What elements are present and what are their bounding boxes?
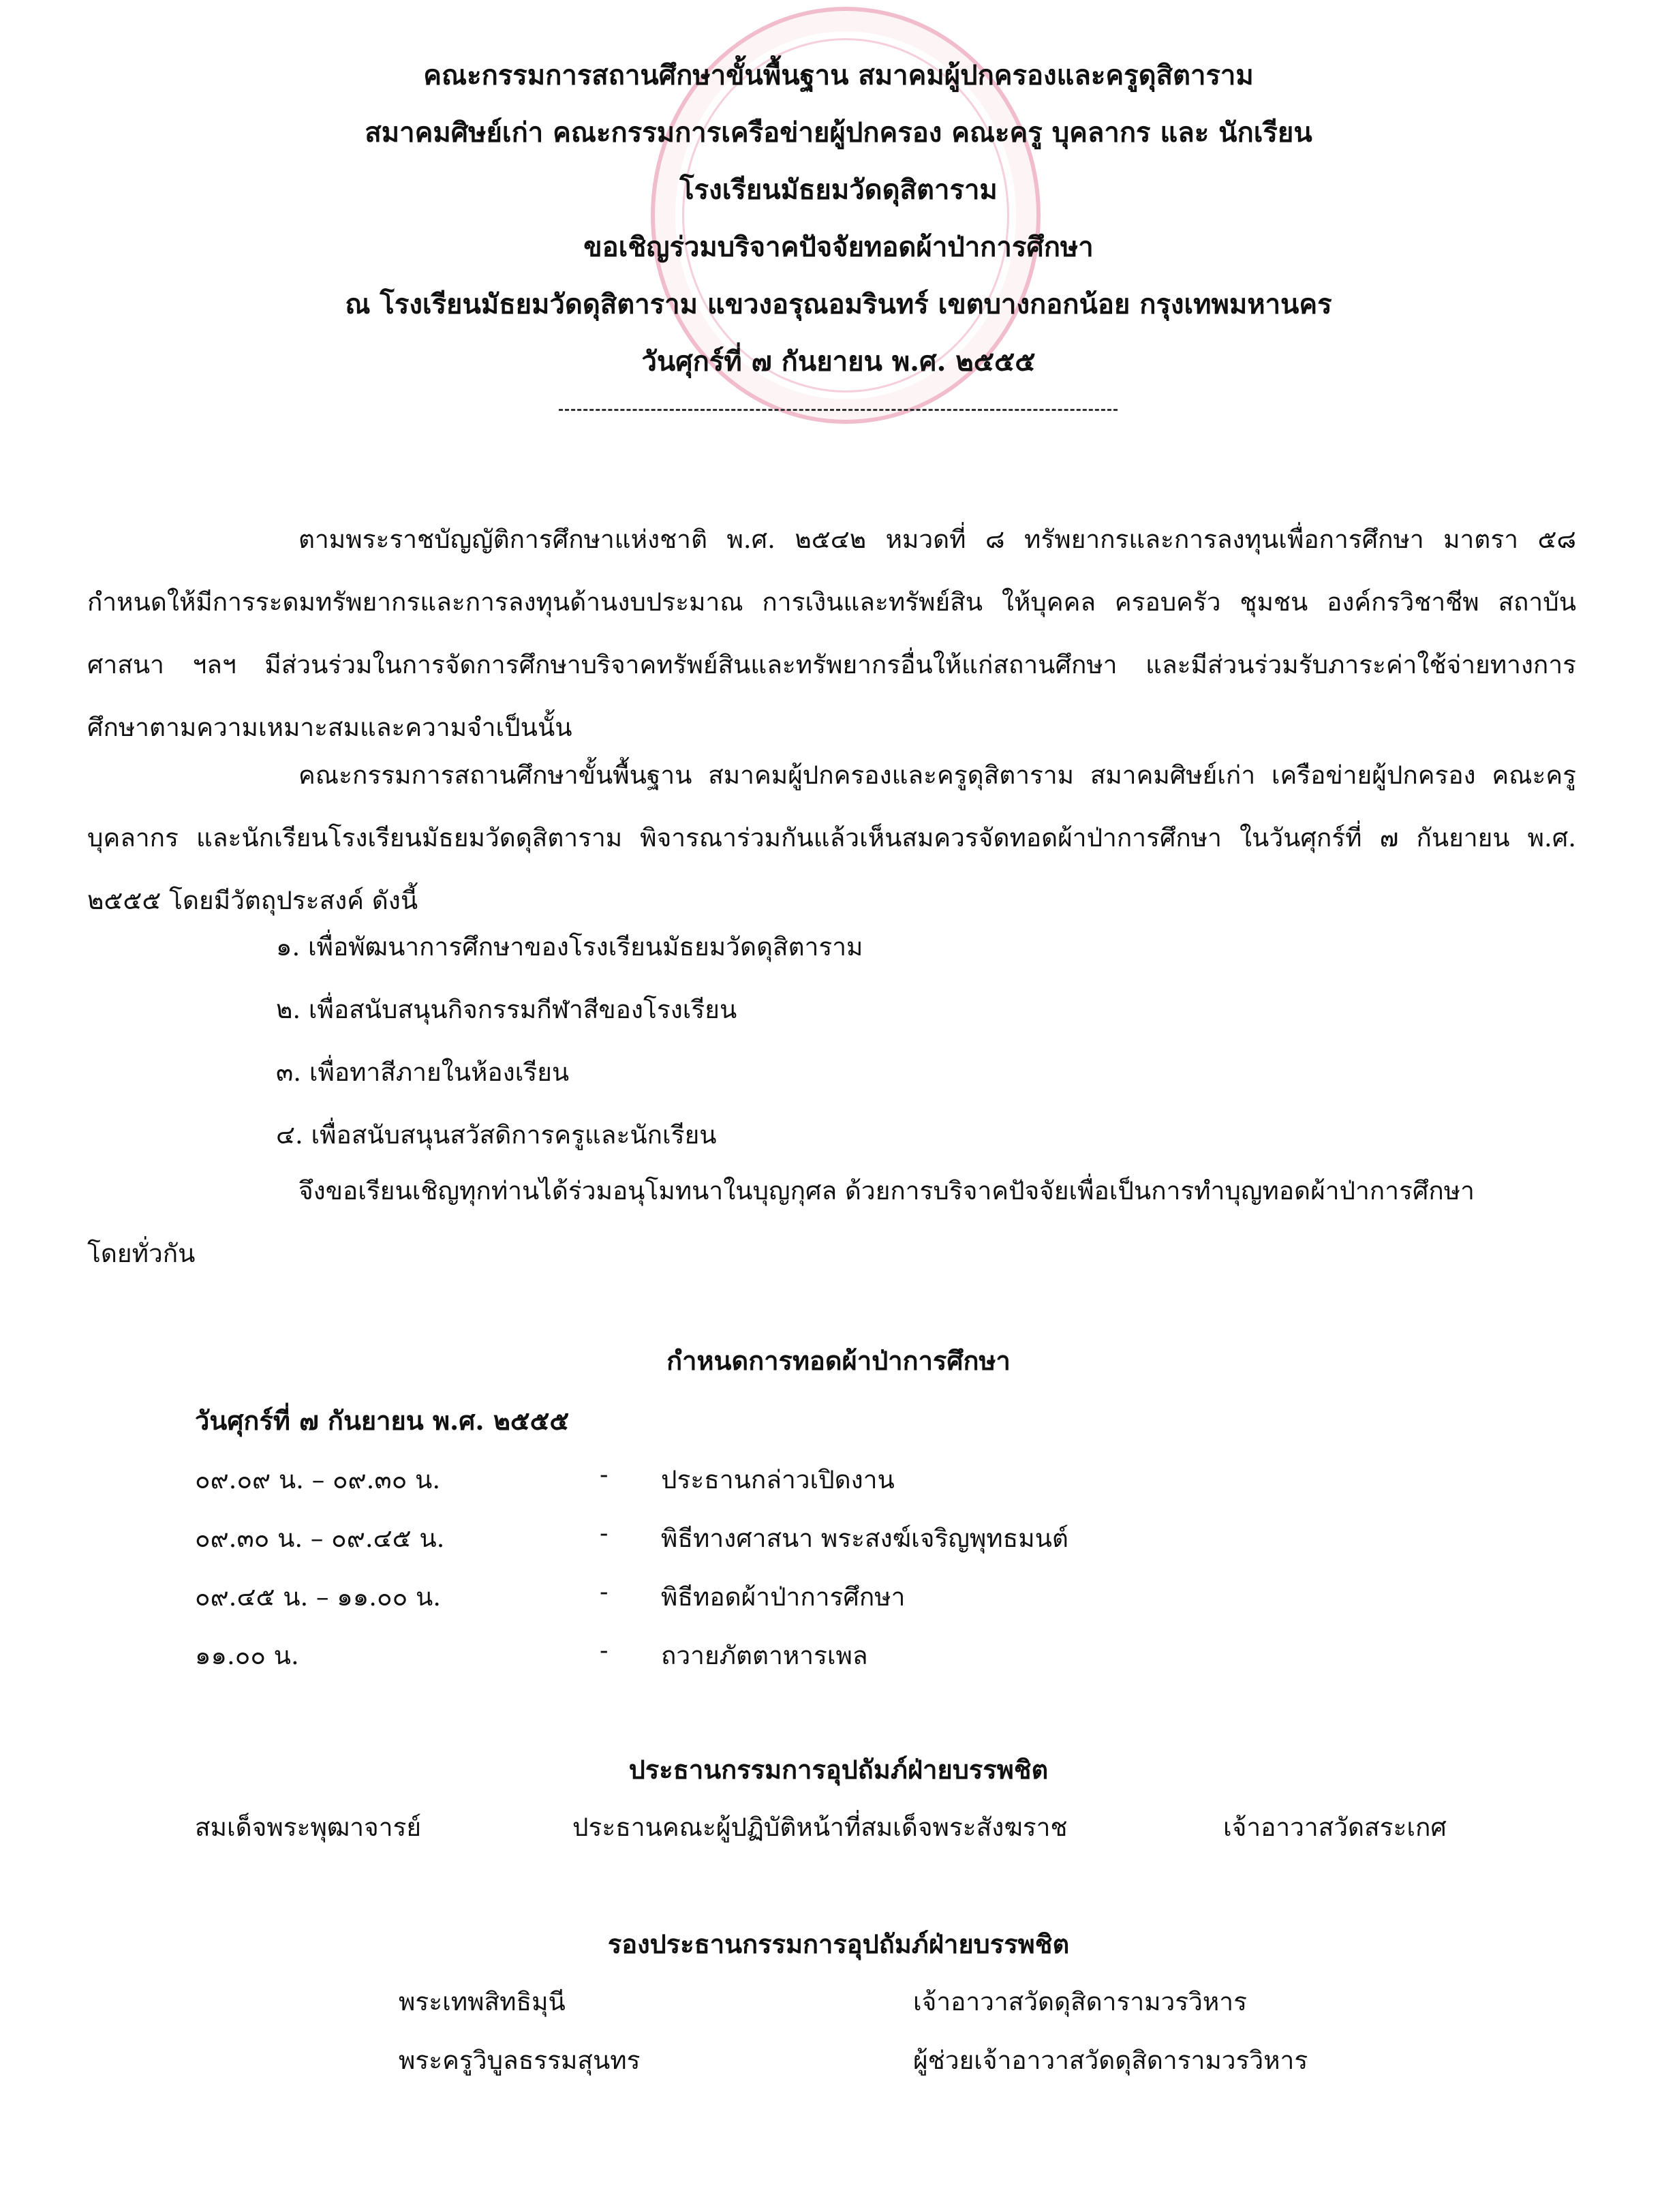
president-name: สมเด็จพระพุฒาจารย์	[195, 1813, 422, 1842]
schedule-activity: พิธีทอดผ้าป่าการศึกษา	[661, 1582, 906, 1612]
president-abbot: เจ้าอาวาสวัดสระเกศ	[1223, 1813, 1447, 1842]
schedule-row	[0, 1577, 1677, 1611]
schedule-row	[0, 1460, 1677, 1494]
closing-text-continued: โดยทั่วกัน	[87, 1239, 196, 1268]
header-school-name: โรงเรียนมัธยมวัดดุสิตาราม	[679, 174, 998, 206]
vice-president-role: ผู้ช่วยเจ้าอาวาสวัดดุสิดารามวรวิหาร	[913, 2046, 1308, 2075]
schedule-dash: -	[600, 1460, 609, 1489]
vice-president-name: พระครูวิบูลธรรมสุนทร	[399, 2046, 641, 2075]
header-line-1: คณะกรรมการสถานศึกษาขั้นพื้นฐาน สมาคมผู้ปกครองและครูดุสิตาราม	[423, 59, 1254, 91]
vice-president-name: พระเทพสิทธิมุนี	[399, 1987, 566, 2016]
header-date: วันศุกร์ที่ ๗ กันยายน พ.ศ. ๒๕๕๕	[641, 345, 1036, 378]
closing-text: จึงขอเรียนเชิญทุกท่านได้ร่วมอนุโมทนาในบุญกุศล ด้วยการบริจาคปัจจัยเพื่อเป็นการทำบุญทอดผ้าป่าการศึกษา	[298, 1176, 1475, 1205]
president-title: ประธานกรรมการอุปถัมภ์ฝ่ายบรรพชิต	[628, 1754, 1049, 1785]
schedule-time: ๐๙.๐๙ น. – ๐๙.๓๐ น.	[195, 1465, 441, 1494]
vice-president-title: รองประธานกรรมการอุปถัมภ์ฝ่ายบรรพชิต	[607, 1929, 1070, 1959]
header-line-2: สมาคมศิษย์เก่า คณะกรรมการเครือข่ายผู้ปกครอง คณะครู บุคลากร และ นักเรียน	[365, 117, 1312, 149]
schedule-dash: -	[600, 1635, 609, 1665]
president-role: ประธานคณะผู้ปฏิบัติหน้าที่สมเด็จพระสังฆราช	[572, 1813, 1068, 1842]
schedule-dash: -	[600, 1518, 609, 1548]
schedule-activity: ประธานกล่าวเปิดงาน	[661, 1465, 895, 1494]
header-invitation: ขอเชิญร่วมบริจาคปัจจัยทอดผ้าป่าการศึกษา	[583, 231, 1094, 263]
objective-item-1: ๑. เพื่อพัฒนาการศึกษาของโรงเรียนมัธยมวัดดุสิตาราม	[276, 932, 863, 962]
objective-item-4: ๔. เพื่อสนับสนุนสวัสดิการครูและนักเรียน	[276, 1120, 717, 1150]
vice-president-role: เจ้าอาวาสวัดดุสิดารามวรวิหาร	[913, 1987, 1247, 2016]
paragraph-law	[87, 508, 1576, 759]
schedule-time: ๐๙.๔๕ น. – ๑๑.๐๐ น.	[195, 1582, 442, 1612]
paragraph-law-text: ตามพระราชบัญญัติการศึกษาแห่งชาติ พ.ศ. ๒๕๔๒ หมวดที่ ๘ ทรัพยากรและการลงทุนเพื่อการศึกษา มาตรา ๕๘ กำหนดให้มีการระดมทรัพยากรและการลงทุนด้านงบประมาณ การเงินและทรัพย์สิน ให้บุคคล ครอบครัว ชุมชน องค์กรวิชาชีพ สถาบันศาสนา ฯลฯ มีส่วนร่วมในการจัดการศึกษาบริจาคทรัพย์สินและทรัพยากรอื่นให้แก่สถานศึกษา และมีส่วนร่วมรับภาระค่าใช้จ่ายทางการศึกษาตามความเหมาะสมและความจำเป็นนั้น	[87, 525, 1576, 742]
paragraph-committee	[87, 744, 1576, 932]
schedule-title: กำหนดการทอดผ้าป่าการศึกษา	[666, 1345, 1011, 1376]
schedule-date: วันศุกร์ที่ ๗ กันยายน พ.ศ. ๒๕๕๕	[195, 1405, 570, 1436]
paragraph-committee-text: คณะกรรมการสถานศึกษาขั้นพื้นฐาน สมาคมผู้ปกครองและครูดุสิตาราม สมาคมศิษย์เก่า เครือข่ายผู้ปกครอง คณะครู บุคลากร และนักเรียนโรงเรียนมัธยมวัดดุสิตาราม พิจารณาร่วมกันแล้วเห็นสมควรจัดทอดผ้าป่าการศึกษา ในวันศุกร์ที่ ๗ กันยายน พ.ศ. ๒๕๕๕ โดยมีวัตถุประสงค์ ดังนี้	[87, 761, 1576, 915]
schedule-activity: ถวายภัตตาหารเพล	[661, 1641, 868, 1670]
header-divider	[559, 409, 1118, 411]
schedule-activity: พิธีทางศาสนา พระสงฆ์เจริญพุทธมนต์	[661, 1524, 1068, 1553]
header-location: ณ โรงเรียนมัธยมวัดดุสิตาราม แขวงอรุณอมรินทร์ เขตบางกอกน้อย กรุงเทพมหานคร	[345, 288, 1332, 320]
objective-item-2: ๒. เพื่อสนับสนุนกิจกรรมกีฬาสีของโรงเรียน	[276, 995, 737, 1024]
schedule-time: ๑๑.๐๐ น.	[195, 1641, 299, 1670]
schedule-row	[0, 1635, 1677, 1670]
objective-item-3: ๓. เพื่อทาสีภายในห้องเรียน	[276, 1058, 570, 1087]
schedule-row	[0, 1518, 1677, 1552]
schedule-dash: -	[600, 1577, 609, 1606]
schedule-time: ๐๙.๓๐ น. – ๐๙.๔๕ น.	[195, 1524, 445, 1553]
